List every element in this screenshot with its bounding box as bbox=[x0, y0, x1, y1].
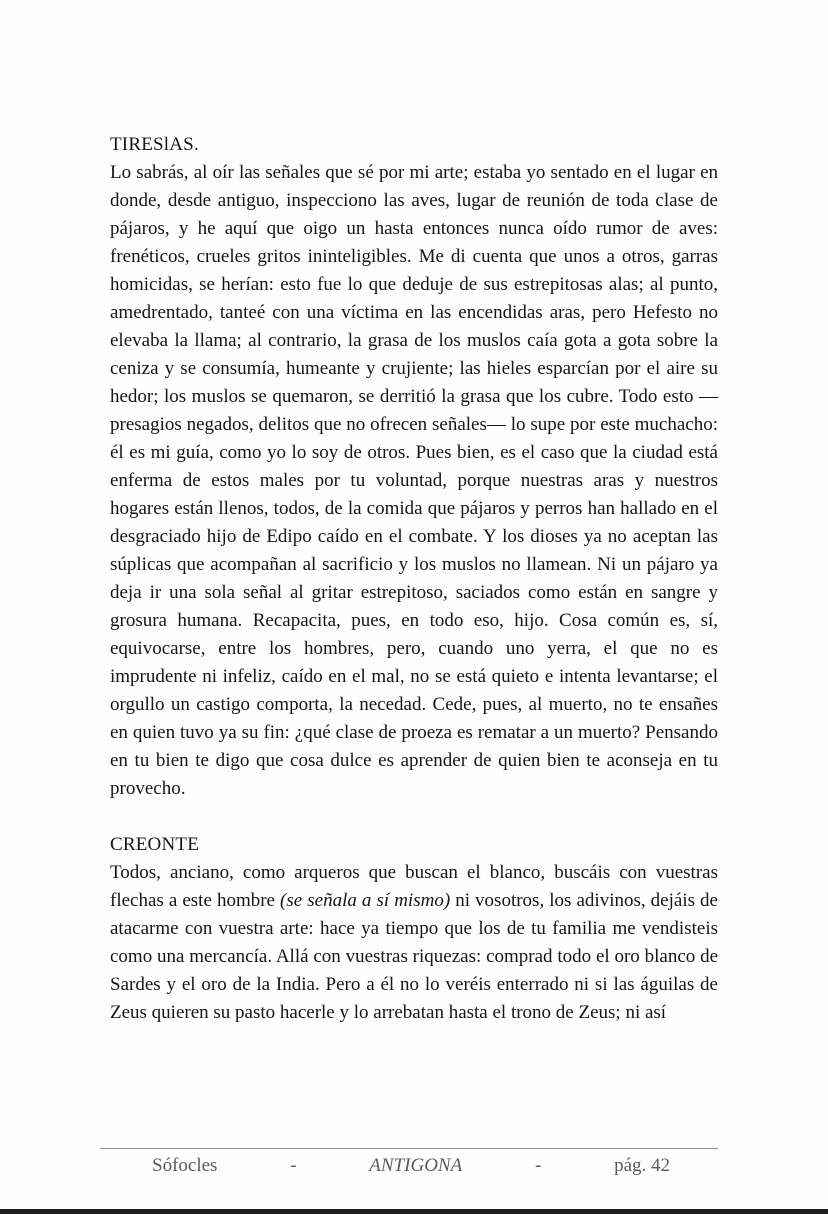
speech-text-creonte bbox=[110, 859, 718, 1027]
page-content bbox=[110, 131, 718, 1055]
footer-separator-right: - bbox=[534, 1155, 542, 1176]
speaker-name-tiresias: TIRESlAS. bbox=[110, 134, 199, 155]
speaker-name-creonte: CREONTE bbox=[110, 834, 200, 855]
footer-work-title: ANTIGONA bbox=[369, 1155, 463, 1176]
footer-row bbox=[100, 1149, 718, 1177]
speech-tiresias bbox=[110, 131, 718, 803]
footer-separator-left: - bbox=[290, 1155, 297, 1176]
speech-text-segment-before: Todos, anciano, como arqueros que buscan el blanco, buscáis con vuestras flechas a este hombre bbox=[110, 862, 718, 911]
footer-author: Sófocles bbox=[152, 1155, 218, 1176]
speech-creonte bbox=[110, 831, 718, 1027]
page-footer bbox=[100, 1148, 718, 1177]
speech-text-segment-after: ni vosotros, los adivinos, dejáis de atacarme con vuestra arte: hace ya tiempo que los de tu familia me vendisteis como una mercancía. Allá con vuestras riquezas: comprad todo el oro blanco de Sardes y el oro de la India. Pero a él no lo veréis enterrado ni si las águilas de Zeus quieren su pasto hacerle y lo arrebatan hasta el trono de Zeus; ni así bbox=[110, 890, 718, 1023]
stage-direction: (se señala a sí mismo) bbox=[280, 890, 451, 911]
window-bottom-edge bbox=[0, 1209, 828, 1214]
speech-text-tiresias: Lo sabrás, al oír las señales que sé por mi arte; estaba yo sentado en el lugar en donde, desde antiguo, inspecciono las aves, lugar de reunión de toda clase de pájaros, y he aquí que oigo un hasta entonces nunca oído rumor de aves: frenéticos, crueles gritos ininteligibles. Me di cuenta que unos a otros, garras homicidas, se herían: esto fue lo que deduje de sus estrepitosas alas; al punto, amedrentado, tanteé con una víctima en las encendidas aras, pero Hefesto no elevaba la llama; al contrario, la grasa de los muslos caía gota a gota sobre la ceniza y se consumía, humeante y crujiente; las hieles esparcían por el aire su hedor; los muslos se quemaron, se derritió la grasa que los cubre. Todo esto —presagios negados, delitos que no ofrecen señales— lo supe por este muchacho: él es mi guía, como yo lo soy de otros. Pues bien, es el caso que la ciudad está enferma de estos males por tu voluntad, porque nuestras aras y nuestros hogares están llenos, todos, de la comida que pájaros y perros han hallado en el desgraciado hijo de Edipo caído en el combate. Y los dioses ya no aceptan las súplicas que acompañan al sacrificio y los muslos no llamean. Ni un pájaro ya deja ir una sola señal al gritar estrepitoso, saciados como están en sangre y grosura humana. Recapacita, pues, en todo eso, hijo. Cosa común es, sí, equivocarse, entre los hombres, pero, cuando uno yerra, el que no es imprudente ni infeliz, caído en el mal, no se está quieto e intenta levantarse; el orgullo un castigo comporta, la necedad. Cede, pues, al muerto, no te ensañes en quien tuvo ya su fin: ¿qué clase de proeza es rematar a un muerto? Pensando en tu bien te digo que cosa dulce es aprender de quien bien te aconseja en tu provecho. bbox=[110, 162, 718, 799]
footer-page-number: pág. 42 bbox=[614, 1155, 670, 1176]
